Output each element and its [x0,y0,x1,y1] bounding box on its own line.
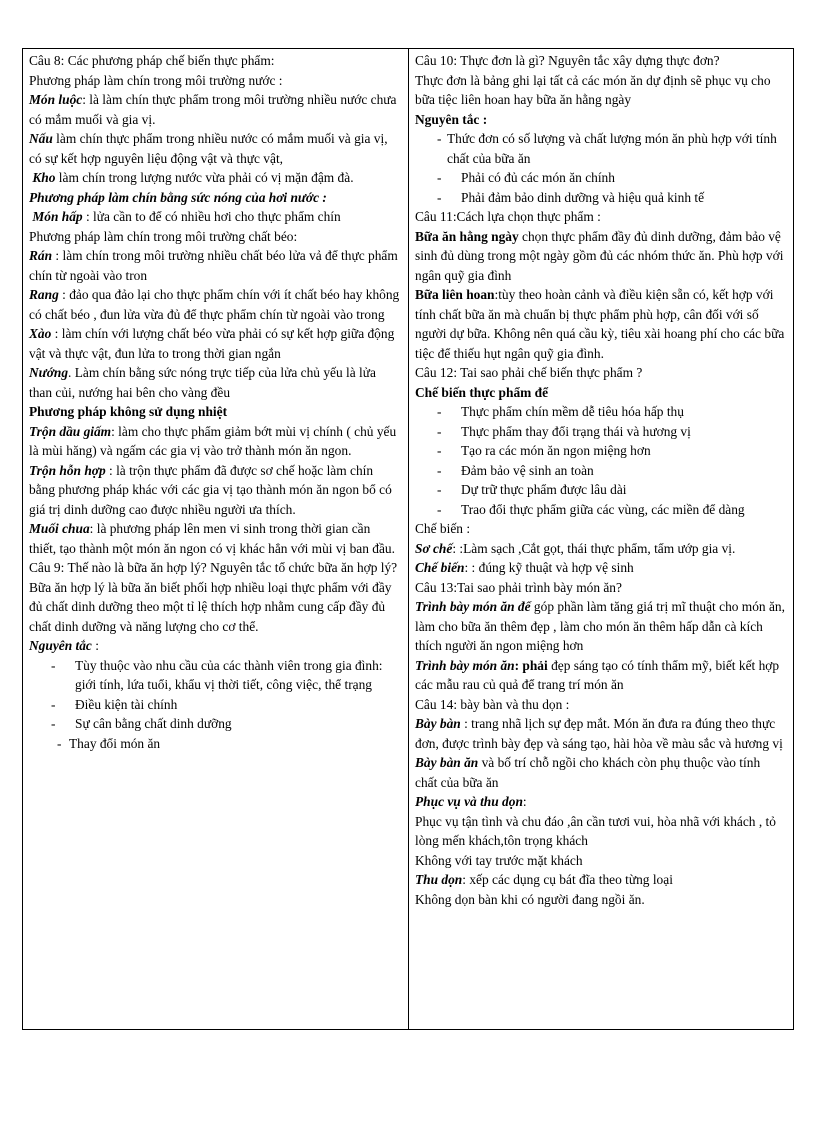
list-item-text: Thực phẩm thay đổi trạng thái và hương vị [461,423,691,439]
nuong-text: . Làm chín bằng sức nóng trực tiếp của lửa chủ yếu là lửa than củi, nướng hai bên cho vàng đều [29,365,376,400]
list-item-text: Điều kiện tài chính [75,696,178,712]
pre-processing-item [415,539,785,559]
tron-dau-giam-text: : làm cho thực phẩm giảm bớt mùi vị chính ( chủ yếu là mùi hăng) và ngấm các gia vị vào trở thành món ăn ngon. [29,423,397,458]
steam-method-heading: Phương pháp làm chín bằng sức nóng của hơi nước : [29,189,327,205]
service-label: Phục vụ và thu dọn [415,794,523,809]
daily-meal-item [415,227,785,286]
xao-label: Xào [29,326,52,341]
list-item: - Điều kiện tài chính [51,695,400,715]
ran-item [29,246,400,285]
kho-item [29,168,400,188]
q10-principles-list [415,129,785,207]
q13-heading [415,578,785,598]
rang-item [29,285,400,324]
nau-text: làm chín thực phẩm trong nhiều nước có mắm muối và gia vị, có sự kết hợp nguyên liệu động vật và thực vật, [29,131,388,166]
list-item: - Trao đổi thực phẩm giữa các vùng, các miền để dàng [437,500,785,520]
list-item-text: Thực phẩm chín mềm dễ tiêu hóa hấp thụ [461,404,684,419]
q12-heading [415,363,785,383]
list-item-text: Phải có đủ các món ăn chính [461,170,615,185]
party-meal-text: :tùy theo hoàn cảnh và điều kiện sẵn có, kết hợp với tính chất bữa ăn mà chuẩn bị thực phẩm phù hợp, cân đối với số người dự bữa. Không nên quá cầu kỳ, tiêu xài hoang phí cho các bữa tiệc để thiếu hụt ngân quỹ gia đình. [415,287,785,361]
q11-heading [415,207,785,227]
list-item: - Đảm bảo vệ sinh an toàn [437,461,785,481]
presentation-label: Trình bày món ăn [415,657,515,673]
mon-luoc-item [29,90,400,129]
q10-principles-heading: Nguyên tắc : [415,111,488,127]
list-item-text: Đảm bảo vệ sinh an toàn [461,462,594,478]
daily-meal-label: Bữa ăn hằng ngày [415,228,519,244]
list-item: - Sự cân bằng chất dinh dưỡng [51,714,400,734]
ran-text: : làm chín trong môi trường nhiều chất béo lửa vả để thực phẩm chín từ ngoài vào tron [29,248,398,283]
content-table [22,48,794,1030]
mon-hap-text: : lửa cần to để có nhiều hơi cho thực phẩm chín [82,209,341,224]
list-item: - Phải có đủ các món ăn chính [437,168,785,188]
clearing-item [415,870,785,890]
cooking-label: Chế biến [415,560,465,575]
mon-luoc-label: Món luộc [29,92,83,107]
q9-principles-list [29,656,400,754]
ran-label: Rán [29,248,53,263]
no-reaching-text: Không với tay trước mặt khách [415,852,583,868]
kho-text: làm chín trong lượng nước vừa phải có vị mặn đậm đà. [55,170,354,185]
list-item: - Thức đơn có số lượng và chất lượng món ăn phù hợp với tính chất của bữa ăn [437,129,785,168]
list-item: - Tạo ra các món ăn ngon miệng hơn [437,441,785,461]
list-item: - Dự trữ thực phẩm được lâu dài [437,480,785,500]
pre-processing-text: : :Làm sạch ,Cắt gọt, thái thực phẩm, tẩm ướp gia vị. [452,540,736,556]
rang-text: : đảo qua đảo lại cho thực phẩm chín với ít chất béo hay không có chất béo , đun lửa vừa đủ để thực phẩm chín từ ngoài vào trong [29,287,400,322]
q10-heading [415,51,785,71]
q9-principles-heading [29,636,400,656]
mon-hap-label: Món hấp [32,209,83,224]
nuong-label: Nướng [29,365,69,380]
q9-label: Câu 9 [29,560,61,575]
processing-purpose-heading: Chế biến thực phẩm để [415,384,549,400]
mon-luoc-text: : là làm chín thực phẩm trong môi trường nhiều nước chưa có mắm muối và gia vị. [29,92,397,127]
q10-label: Câu 10 [415,53,454,68]
kho-label: Kho [32,170,56,185]
list-item: - Thay đổi món ăn [51,734,400,754]
q14-text: : bày bàn và thu dọn : [453,696,570,712]
party-meal-item [415,285,785,363]
presentation-text: đẹp sáng tạo có tính thẩm mỹ, biết kết hợp các mẫu rau củ quả để trang trí món ăn [415,657,780,692]
clearing-label: Thu dọn [415,872,463,887]
list-item-text: Phải đảm bảo dinh dưỡng và hiệu quả kinh tế [461,189,705,205]
q9-heading [29,558,400,578]
fat-method-heading: Phương pháp làm chín trong môi trường chất béo: [29,228,298,244]
nau-label: Nấu [29,131,53,146]
nau-item [29,129,400,168]
dining-table-text: và bố trí chỗ ngồi cho khách còn phụ thuộc vào tính chất của bữa ăn [415,755,761,790]
pre-processing-label: Sơ chế [415,540,453,556]
mon-hap-item [29,207,400,227]
q12-text: : Tai sao phải chế biến thực phẩm ? [453,365,643,380]
tron-hon-hop-label: Trộn hỗn hợp [29,462,106,478]
service-text: Phục vụ tận tình và chu đáo ,ân cần tươi vui, hòa nhã với khách , tỏ lòng mến khách,tôn trọng khách [415,813,776,848]
tron-dau-giam-label: Trộn dầu giấm [29,423,112,439]
table-setting-text: : trang nhã lịch sự đẹp mắt. Món ăn đưa ra đúng theo thực đơn, được trình bày đẹp và sáng tạo, hài hòa về màu sắc và hương vị [415,716,783,751]
cooking-text: : : đúng kỹ thuật và hợp vệ sinh [464,560,634,575]
presentation-purpose-text: góp phần làm tăng giá trị mĩ thuật cho món ăn, làm cho bữa ăn thêm đẹp , làm cho món ăn thêm hấp dẫn cà kích thích người ăn ngon miệng hơn [415,599,785,653]
q12-label: Câu 12 [415,365,454,380]
xao-text: : làm chín với lượng chất béo vừa phải có sự kết hợp giữa động vật và thực vật, đun lửa to trong thời gian ngắn [29,326,395,361]
table-setting-label: Bày bàn [415,716,461,731]
principles-label: Nguyên tắc [29,638,92,653]
dining-table-item [415,753,785,792]
presentation-purpose-item [415,597,785,656]
rang-label: Rang [29,287,59,302]
q11-label: Câu 11 [415,209,453,224]
presentation-must: : phải [514,657,548,673]
list-item: - Tùy thuộc vào nhu cầu của các thành viên trong gia đình: giới tính, lứa tuổi, khẩu vị thời tiết, công việc, thể trạng [51,656,400,695]
list-item-text: Tùy thuộc vào nhu cầu của các thành viên trong gia đình: giới tính, lứa tuổi, khẩu vị thời tiết, công việc, thể trạng [75,657,383,692]
q8-label: Câu 8 [29,53,61,68]
list-item-text: Thay đổi món ăn [69,735,161,751]
daily-meal-text: chọn thực phẩm đầy đủ dinh dưỡng, đảm bảo vệ sinh đủ dùng trong một ngày gồm đủ các nhóm thức ăn. Phù hợp với ngân quỹ gia đình [415,228,784,283]
processing-heading: Chế biến : [415,521,471,536]
q9-text: : Thế nào là bữa ăn hợp lý? Nguyên tắc tổ chức bữa ăn hợp lý? [60,560,398,575]
xao-item [29,324,400,363]
list-item: - Thực phẩm thay đổi trạng thái và hương vị [437,422,785,442]
list-item: - Thực phẩm chín mềm dễ tiêu hóa hấp thụ [437,402,785,422]
list-item-text: Trao đổi thực phẩm giữa các vùng, các miền để dàng [461,501,745,517]
q10-answer: Thực đơn là bảng ghi lại tất cả các món ăn dự định sẽ phục vụ cho bữa tiệc liên hoan hay bữa ăn hằng ngày [415,72,771,107]
q8-heading [29,51,400,71]
presentation-item [415,656,785,695]
q14-heading [415,695,785,715]
muoi-chua-text: : là phương pháp lên men vi sinh trong thời gian cần thiết, tạo thành một món ăn ngon có vị khác hẳn với mùi vị ban đầu. [29,521,395,556]
q13-label: Câu 13 [415,579,454,595]
tron-hon-hop-item [29,461,400,520]
dining-table-label: Bày bàn ăn [415,755,479,770]
list-item-text: Sự cân bằng chất dinh dưỡng [75,716,232,731]
q14-label: Câu 14 [415,696,454,712]
service-colon: : [522,794,527,809]
tron-hon-hop-text: : là trộn thực phẩm đã được sơ chế hoặc làm chín bằng phương pháp khác với các gia vị tạo thành món ăn ngon bổ có giá trị dinh dưỡng cao được nhiều người ưa thích. [29,462,392,517]
right-column [409,49,793,1029]
water-method-heading: Phương pháp làm chín trong môi trường nước : [29,72,283,88]
list-item-text: Tạo ra các món ăn ngon miệng hơn [461,443,651,458]
q12-list [415,402,785,519]
q8-text: : Các phương pháp chế biến thực phẩm: [60,53,275,68]
service-heading [415,792,785,812]
cooking-item [415,558,785,578]
muoi-chua-item [29,519,400,558]
no-clearing-text: Không dọn bàn khi có người đang ngồi ăn. [415,891,645,907]
party-meal-label: Bữa liên hoan [415,287,495,302]
q9-answer: Bữa ăn hợp lý là bữa ăn biết phối hợp nhiều loại thực phẩm với đầy đủ chất dinh dưỡng theo một tỉ lệ thích hợp nhằm cung cấp đầy đủ chất dinh dưỡng và năng lượng cho cơ thể. [29,579,392,634]
q13-text: :Tai sao phải trình bày món ăn? [453,579,622,595]
tron-dau-giam-item [29,422,400,461]
muoi-chua-label: Muối chua [29,521,90,536]
presentation-purpose-label: Trình bày món ăn để [415,599,531,614]
clearing-text: : xếp các dụng cụ bát đĩa theo từng loại [462,872,673,887]
table-setting-item [415,714,785,753]
principles-colon: : [91,638,99,653]
list-item-text: Thức đơn có số lượng và chất lượng món ăn phù hợp với tính chất của bữa ăn [447,131,777,166]
list-item: - Phải đảm bảo dinh dưỡng và hiệu quả kinh tế [437,188,785,208]
left-column [23,49,409,1029]
q11-text: :Cách lựa chọn thực phẩm : [452,209,601,224]
q10-text: : Thực đơn là gì? Nguyên tắc xây dựng thực đơn? [453,53,720,68]
no-heat-method-heading: Phương pháp không sử dụng nhiệt [29,404,228,419]
nuong-item [29,363,400,402]
list-item-text: Dự trữ thực phẩm được lâu dài [461,482,627,497]
